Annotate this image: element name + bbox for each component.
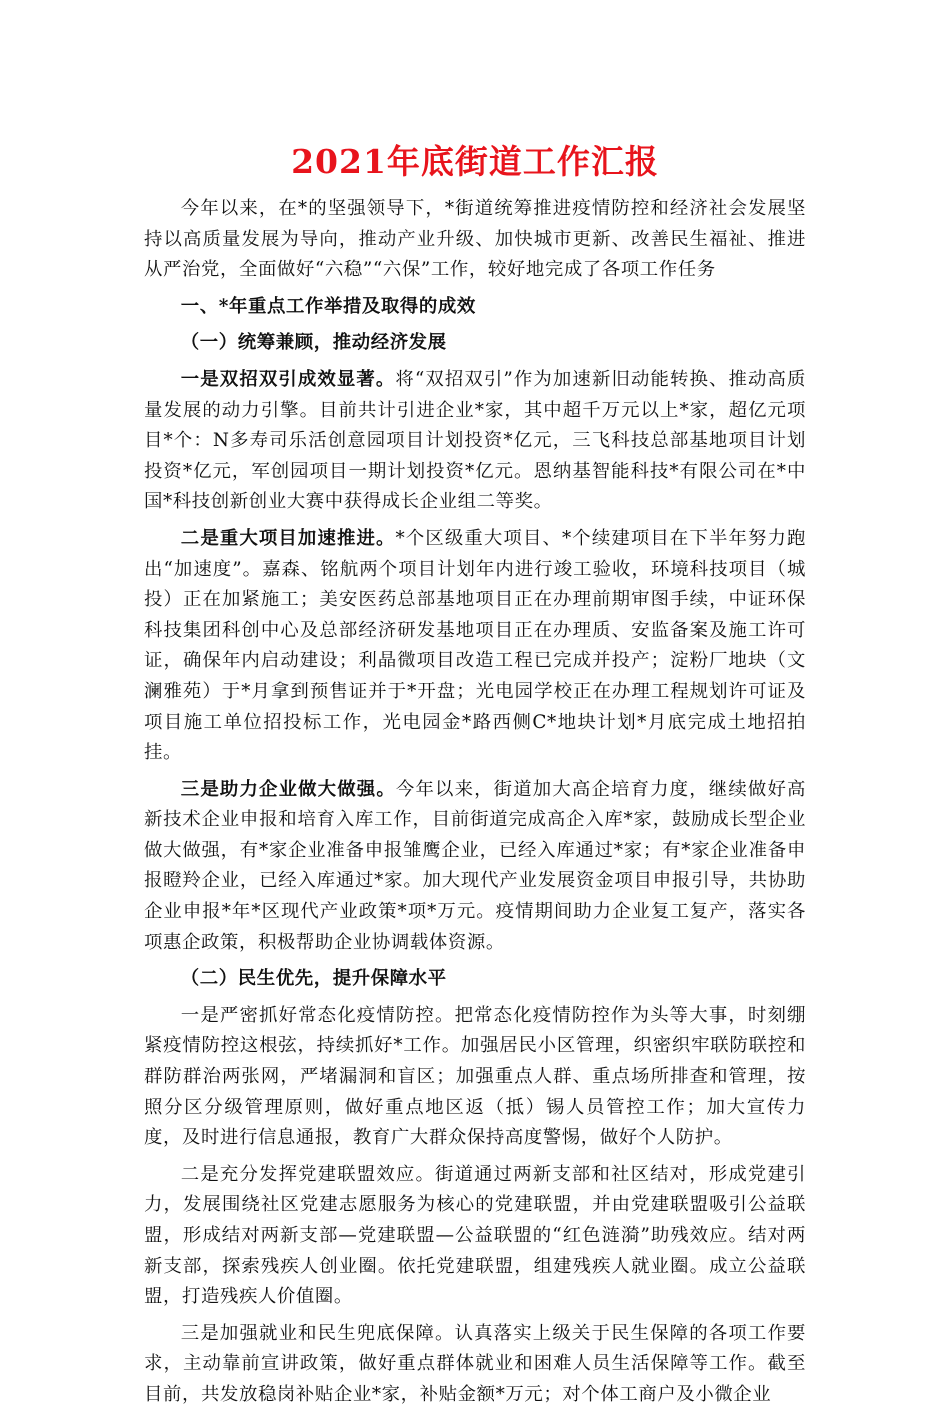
section-heading-1: 一、*年重点工作举措及取得的成效 <box>180 295 476 317</box>
paragraph-3-lead: 三是助力企业做大做强。 <box>180 778 396 800</box>
document-title: 2021年底街道工作汇报 <box>291 142 659 181</box>
paragraph-2-body: *个区级重大项目、*个续建项目在下半年努力跑出“加速度”。嘉森、铭航两个项目计划年内进行竣工验收，环境科技项目（城投）正在加紧施工；美安医药总部基地项目正在办理前期审图手续，中证环保科技集团科创中心及总部经济研发基地项目正在办理质、安监备案及施工许可证，确保年内启动建设；利晶微项目改造工程已完成并投产；淀粉厂地块（文澜雅苑）于*月拿到预售证并于*开盘；光电园学校正在办理工程规划许可证及项目施工单位招投标工作，光电园金*路西侧C*地块计划*月底完成土地招拍挂。 <box>144 527 807 764</box>
subsection-heading-1: （一）统筹兼顾，推动经济发展 <box>180 332 447 354</box>
paragraph-6: 三是加强就业和民生兜底保障。认真落实上级关于民生保障的各项工作要求，主动靠前宣讲政策，做好重点群体就业和困难人员生活保障等工作。截至目前，共发放稳岗补贴企业*家，补贴金额*万元；对个体工商户及小微企业 <box>144 1322 806 1405</box>
intro-paragraph: 今年以来，在*的坚强领导下，*街道统筹推进疫情防控和经济社会发展坚持以高质量发展为导向，推动产业升级、加快城市更新、改善民生福祉、推进从严治党，全面做好“六稳”“六保”工作，较好地完成了各项工作任务 <box>144 198 806 281</box>
document-page <box>144 140 806 1417</box>
paragraph-1 <box>144 365 806 518</box>
paragraph-2 <box>144 524 806 769</box>
paragraph-2-lead: 二是重大项目加速推进。 <box>180 527 396 549</box>
paragraph-4: 一是严密抓好常态化疫情防控。把常态化疫情防控作为头等大事，时刻绷紧疫情防控这根弦，持续抓好*工作。加强居民小区管理，织密织牢联防联控和群防群治两张网，严堵漏洞和盲区；加强重点人群、重点场所排查和管理，按照分区分级管理原则，做好重点地区返（抵）锡人员管控工作；加大宣传力度，及时进行信息通报，教育广大群众保持高度警惕，做好个人防护。 <box>144 1004 806 1149</box>
paragraph-1-body: 将“双招双引”作为加速新旧动能转换、推动高质量发展的动力引擎。目前共计引进企业*家，其中超千万元以上*家，超亿元项目*个：N多寿司乐活创意园项目计划投资*亿元，三飞科技总部基地项目计划投资*亿元，军创园项目一期计划投资*亿元。恩纳基智能科技*有限公司在*中国*科技创新创业大赛中获得成长企业组二等奖。 <box>144 368 806 513</box>
paragraph-3-body: 今年以来，街道加大高企培育力度，继续做好高新技术企业申报和培育入库工作，目前街道完成高企入库*家，鼓励成长型企业做大做强，有*家企业准备申报雏鹰企业，已经入库通过*家；有*家企业准备申报瞪羚企业，已经入库通过*家。加大现代产业发展资金项目申报引导，共协助企业申报*年*区现代产业政策*项*万元。疫情期间助力企业复工复产，落实各项惠企政策，积极帮助企业协调载体资源。 <box>144 778 806 953</box>
subsection-heading-2: （二）民生优先，提升保障水平 <box>180 968 447 990</box>
paragraph-3 <box>144 775 806 959</box>
paragraph-1-lead: 一是双招双引成效显著。 <box>180 368 396 390</box>
paragraph-5: 二是充分发挥党建联盟效应。街道通过两新支部和社区结对，形成党建引力，发展围绕社区党建志愿服务为核心的党建联盟，并由党建联盟吸引公益联盟，形成结对两新支部—党建联盟—公益联盟的“红色涟漪”助残效应。结对两新支部，探索残疾人创业圈。依托党建联盟，组建残疾人就业圈。成立公益联盟，打造残疾人价值圈。 <box>144 1163 806 1308</box>
